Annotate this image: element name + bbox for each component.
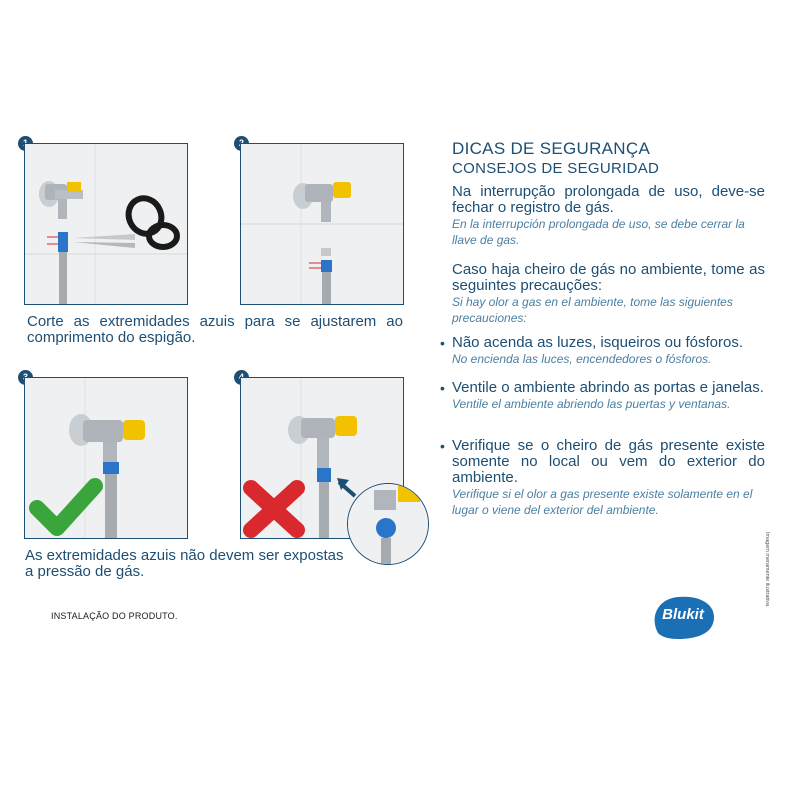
safety-bullet-1 [440,334,765,367]
footer-note: INSTALAÇÃO DO PRODUTO. [51,611,178,621]
disclaimer-text: Imagem meramente ilustrativa. [764,532,770,608]
tip-es-text: Si hay olor a gas en el ambiente, tome las siguientes precauciones: [452,295,733,325]
tip-pt-text: Verifique se o cheiro de gás presente existe somente no local ou vem do exterior do ambiente. [452,437,765,486]
step-3-illustration [24,377,188,539]
detail-zoom-circle [347,483,429,565]
safety-paragraph-1 [452,184,765,248]
safety-paragraph-2 [452,262,765,326]
safety-bullet-3 [440,437,765,518]
caption-no-pressure: As extremidades azuis não devem ser expostas a pressão de gás. [25,547,344,580]
tip-es-text: Ventile el ambiente abriendo las puertas y ventanas. [452,397,731,411]
bullet-dot: • [440,335,445,351]
brand-name: Blukit [662,606,704,623]
tip-es-text: No encienda las luces, encendedores o fósforos. [452,352,712,366]
brand-logo [648,593,718,641]
safety-title: DICAS DE SEGURANÇA [452,139,651,158]
safety-subtitle: CONSEJOS DE SEGURIDAD [452,160,660,177]
tip-es-text: En la interrupción prolongada de uso, se debe cerrar la llave de gas. [452,217,745,247]
step-2-illustration [240,143,404,305]
safety-bullet-2 [440,379,765,412]
tip-pt-text: Caso haja cheiro de gás no ambiente, tome as seguintes precauções: [452,261,765,294]
tip-pt-text: Ventile o ambiente abrindo as portas e janelas. [452,379,764,396]
caption-cut-ends: Corte as extremidades azuis para se ajustarem ao comprimento do espigão. [27,313,403,346]
tip-pt-text: Na interrupção prolongada de uso, deve-se fechar o registro de gás. [452,183,765,216]
tip-es-text: Verifique si el olor a gas presente existe solamente en el lugar o viene del exterior del ambiente. [452,487,753,517]
bullet-dot: • [440,438,445,454]
bullet-dot: • [440,380,445,396]
step-1-illustration [24,143,188,305]
tip-pt-text: Não acenda as luzes, isqueiros ou fósforos. [452,334,743,351]
